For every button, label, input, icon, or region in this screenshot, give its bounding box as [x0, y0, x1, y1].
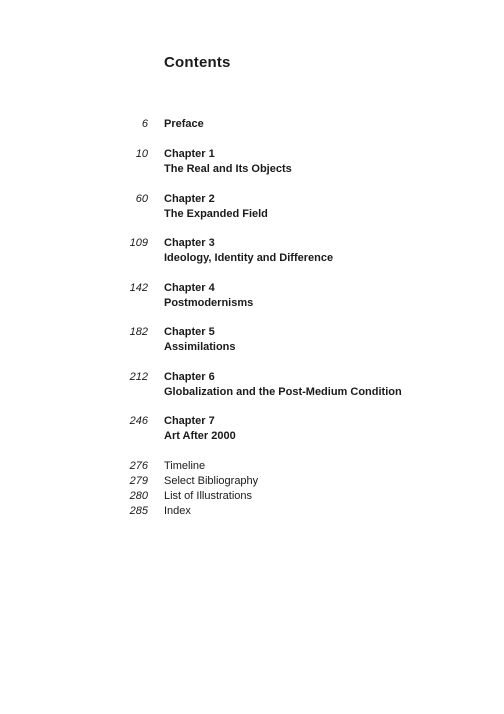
chapter-label: Chapter 4	[164, 282, 215, 294]
chapter-label: Chapter 6	[164, 371, 215, 383]
chapter-label: Chapter 3	[164, 237, 215, 249]
page-number: 6	[141, 118, 148, 130]
backmatter-label: Select Bibliography	[164, 475, 259, 487]
page-number: 246	[129, 415, 148, 427]
page-number: 142	[129, 282, 148, 294]
entry-title: Preface	[164, 118, 204, 130]
backmatter-label: List of Illustrations	[164, 490, 253, 502]
page-number: 60	[135, 193, 148, 205]
page-number: 10	[135, 148, 148, 160]
page-number: 182	[129, 326, 148, 338]
chapter-label: Chapter 7	[164, 415, 215, 427]
chapter-title: Art After 2000	[164, 430, 236, 442]
page-number: 212	[129, 371, 148, 383]
page-number: 276	[129, 460, 148, 472]
page-number: 109	[129, 237, 148, 249]
chapter-label: Chapter 5	[164, 326, 215, 338]
page-number: 279	[129, 475, 148, 487]
chapter-label: Chapter 2	[164, 193, 215, 205]
chapter-title: Globalization and the Post-Medium Condition	[164, 386, 402, 398]
chapter-title: The Expanded Field	[164, 208, 268, 220]
chapter-label: Chapter 1	[164, 148, 215, 160]
page-title: Contents	[164, 54, 231, 71]
chapter-title: Postmodernisms	[164, 297, 254, 309]
chapter-title: The Real and Its Objects	[164, 163, 292, 175]
page-number: 280	[129, 490, 148, 502]
backmatter-label: Timeline	[164, 460, 206, 472]
chapter-title: Ideology, Identity and Difference	[164, 252, 334, 264]
chapter-title: Assimilations	[164, 341, 236, 353]
backmatter-label: Index	[164, 505, 191, 517]
page-number: 285	[129, 505, 148, 517]
